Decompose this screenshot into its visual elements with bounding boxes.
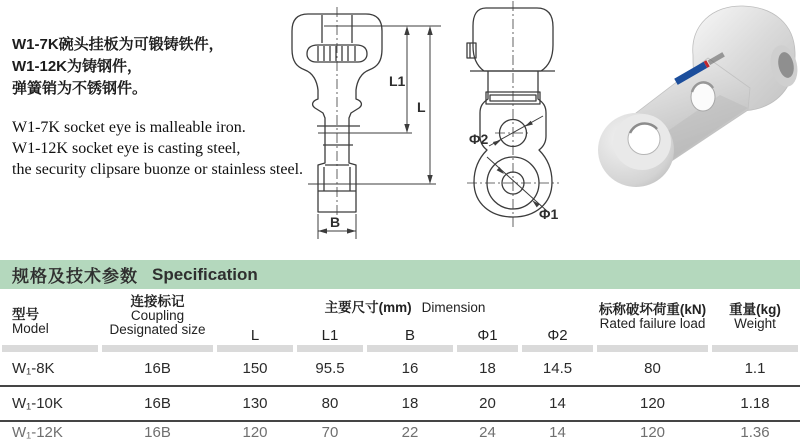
description-english [12,117,312,180]
header-col-phi2: Φ2 [547,326,568,344]
header-col-B: B [404,326,415,344]
specification-table [0,289,800,443]
header-col-L1: L1 [321,326,339,344]
description-cn-line: W1-7K碗头挂板为可锻铸铁件， [12,36,224,53]
cell-load: 80 [644,360,661,377]
cell-L: 150 [242,360,268,377]
cell-L1: 95.5 [315,360,345,377]
cell-model: W₁-10K [12,395,63,412]
cell-weight: 1.18 [740,395,770,412]
section-title-en: Specification [152,264,258,284]
header-col-L: L [250,326,260,344]
cell-load: 120 [639,424,666,441]
dim-label-phi2: Φ2 [469,131,489,147]
dim-label-phi1: Φ1 [539,206,559,222]
side-view-drawing [453,0,578,235]
cell-model: W₁-12K [12,424,63,441]
description-cn-line: W1-12K为铸钢件， [12,58,143,75]
table-row [0,422,800,443]
dim-label-l: L [417,99,426,115]
cell-load: 120 [639,395,666,412]
cell-phi2: 14 [549,395,566,412]
cell-weight: 1.36 [740,424,770,441]
cell-B: 18 [401,395,419,412]
cell-coupling: 16B [144,424,171,441]
cell-phi1: 24 [479,424,496,441]
description-cn-line: 弹簧销为不锈钢件。 [12,80,148,97]
section-title-cn: 规格及技术参数 [12,267,138,286]
cell-phi1: 18 [479,360,496,377]
cell-weight: 1.1 [744,360,766,377]
header-col-phi1: Φ1 [477,326,498,344]
description-chinese [12,34,312,100]
product-photo [598,0,800,252]
column-separator-band [0,345,800,352]
header-weight: 重量(kg) Weight [729,302,781,331]
cell-L1: 80 [321,395,339,412]
header-coupling: 连接标记 Coupling Designated size [109,294,206,337]
cell-model: W₁-8K [12,360,55,377]
cell-B: 16 [401,360,419,377]
header-dimension-group: 主要尺寸(mm) Dimension [324,300,486,315]
dim-label-l1: L1 [389,73,406,89]
description-en-line: W1-12K socket eye is casting steel, [12,140,241,157]
cell-phi2: 14 [549,424,566,441]
table-row [0,352,800,387]
description-block [12,34,312,180]
table-row [0,387,800,422]
header-model: 型号 Model [12,307,49,336]
cell-coupling: 16B [144,360,171,377]
cell-phi2: 14.5 [542,360,573,377]
header-rated-load: 标称破坏荷重(kN) Rated failure load [598,302,707,331]
table-header [0,289,800,345]
dim-label-b: B [330,214,341,230]
front-view-drawing [278,5,453,253]
socket-eye-photo [598,6,800,187]
cell-B: 22 [401,424,419,441]
description-en-line: W1-7K socket eye is malleable iron. [12,119,246,136]
cell-phi1: 20 [479,395,496,412]
description-en-line: the security clipsare buonze or stainless steel. [12,161,304,178]
cell-L: 120 [242,424,268,441]
cell-L1: 70 [321,424,339,441]
section-header-bar [0,260,800,289]
cell-coupling: 16B [144,395,171,412]
cell-L: 130 [242,395,268,412]
